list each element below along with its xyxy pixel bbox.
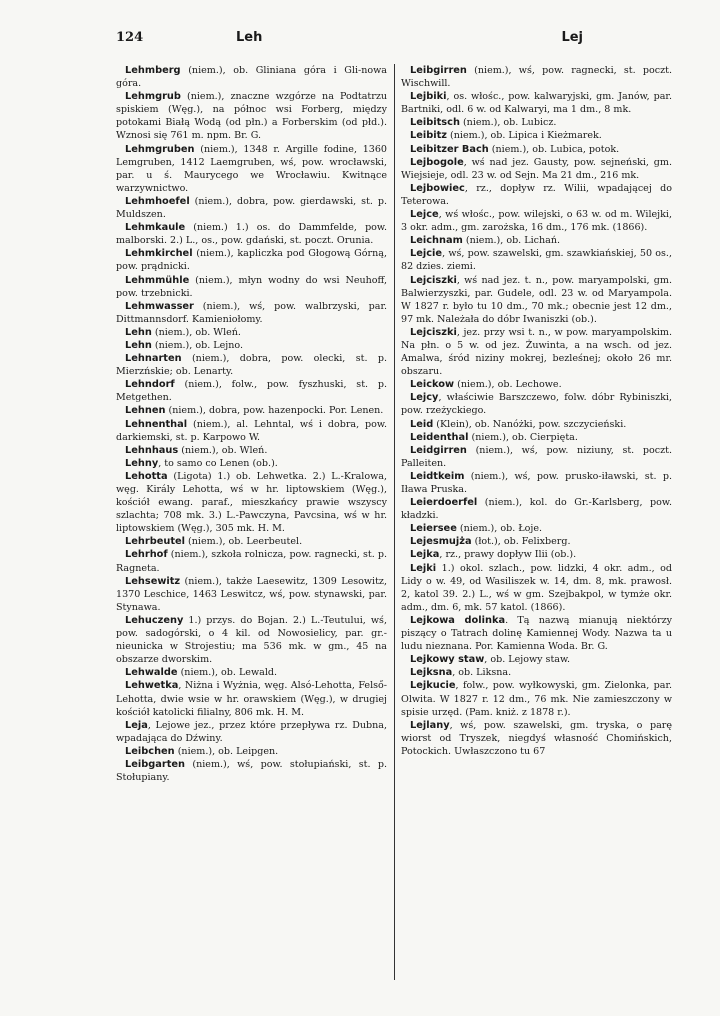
dictionary-entry [116, 300, 387, 326]
entry-text: (niem.), wś, pow. prusko-iławski, st. p. Iława Pruska. [401, 470, 672, 495]
dictionary-entry [116, 326, 387, 339]
entry-text: (niem.), al. Lehntal, wś i dobra, pow. darkiemski, st. p. Karpowo W. [116, 418, 387, 443]
entry-headword: Leidenthal [410, 431, 469, 443]
entry-headword: Lehrbeutel [125, 536, 186, 548]
entry-headword: Lejciszki [410, 274, 457, 286]
dictionary-entry [116, 352, 387, 378]
entry-headword: Leidgirren [410, 444, 467, 456]
dictionary-entry [116, 666, 387, 679]
entry-text: (niem.), ob. Wleń. [151, 326, 241, 338]
dictionary-entry [401, 719, 672, 758]
entry-text: (niem.), wś, pow. walbrzyski, par. Dittmannsdorf. Kamieniołomy. [116, 300, 387, 325]
dictionary-entry [116, 143, 387, 195]
entry-text: , folw., pow. wyłkowyski, gm. Zielonka, par. Olwita. W 1827 r. 12 dm., 76 mk. Nie zamieszczony w spisie urzęd. (Pam. kniż. z 1878 r.). [401, 680, 672, 718]
entry-text: , wś nad jez. t. n., pow. maryampolski, gm. Balwierzyszki, par. Gudele, odl. 23 w. od Maryampola. W 1827 r. było tu 10 dm., 70 mk.; obecnie jest 12 dm., 97 mk. Należała do dóbr Iwaniszki (ob.). [401, 274, 672, 325]
entry-headword: Lejciszki [410, 326, 457, 338]
entry-headword: Lehotta [125, 470, 168, 482]
entry-headword: Lehnhaus [125, 444, 179, 456]
entry-text: (niem.), ob. Leerbeutel. [185, 536, 303, 548]
entry-text: , właściwie Barszczewo, folw. dóbr Rybiniszki, pow. rzeżyckiego. [401, 392, 672, 417]
dictionary-entry [401, 666, 672, 679]
entry-text: , rz., prawy dopływ Ilii (ob.). [439, 549, 577, 561]
entry-text: (niem.), ob. Lubica, potok. [488, 143, 620, 155]
entry-headword: Leierdoerfel [410, 497, 478, 509]
entry-headword: Lehnen [125, 405, 166, 417]
entry-headword: Lehmwasser [125, 300, 194, 312]
dictionary-entry [401, 679, 672, 718]
dictionary-entry [401, 234, 672, 247]
dictionary-entry [116, 444, 387, 457]
dictionary-entry [401, 614, 672, 653]
dictionary-entry [116, 274, 387, 300]
entry-text: (niem.), szkoła rolnicza, pow. ragnecki, st. p. Ragneta. [116, 549, 387, 574]
entry-headword: Lehrhof [125, 549, 168, 561]
entry-headword: Lejcie [410, 248, 443, 260]
entry-text: (niem.), ob. Lechowe. [454, 379, 562, 391]
entry-headword: Lehmkaule [125, 222, 186, 234]
dictionary-entry [401, 535, 672, 548]
entry-headword: Lejcy [410, 392, 439, 404]
entry-text: (niem.), ob. Łoje. [456, 523, 543, 535]
entry-text: (niem.), ob. Lewald. [177, 667, 278, 679]
entry-headword: Lehmhoefel [125, 195, 190, 207]
entry-headword: Lehmberg [125, 65, 181, 76]
entry-text: , Niżna i Wyżnia, węg. Alsó-Lehotta, Felső-Lehotta, dwie wsie w hr. orawskiem (Węg.), w drugiej kościół katolicki filialny, 806 mk. H. M. [116, 680, 387, 718]
entry-text: (niem.), kapliczka pod Głogową Górną, pow. prądnicki. [116, 248, 387, 273]
dictionary-entry [116, 548, 387, 574]
entry-text: (niem.), ob. Wleń. [178, 444, 268, 456]
dictionary-entry [401, 143, 672, 156]
dictionary-entry [401, 653, 672, 666]
entry-headword: Lehwetka [125, 680, 179, 692]
text-columns [116, 64, 672, 980]
entry-headword: Leibitz [410, 130, 448, 142]
dictionary-entry [401, 470, 672, 496]
entry-headword: Leibitzer Bach [410, 143, 489, 155]
dictionary-entry [401, 90, 672, 116]
dictionary-entry [401, 274, 672, 326]
right-column [401, 64, 672, 980]
dictionary-entry [401, 562, 672, 614]
dictionary-entry [401, 548, 672, 561]
entry-headword: Lehuczeny [125, 614, 184, 626]
dictionary-entry [116, 535, 387, 548]
entry-headword: Lejksna [410, 667, 453, 679]
entry-text: (niem.), ob. Lipica i Kieżmarek. [447, 130, 602, 142]
dictionary-entry [401, 444, 672, 470]
entry-text: , ob. Liksna. [452, 667, 512, 679]
entry-text: (niem.) 1.) os. do Dammfelde, pow. malborski. 2.) L., os., pow. gdański, st. poczt. Orunia. [116, 222, 387, 247]
entry-headword: Lejbogole [410, 156, 464, 168]
dictionary-entry [401, 64, 672, 90]
entry-headword: Lejesmujża [410, 536, 472, 548]
entry-headword: Lejce [410, 209, 439, 221]
entry-headword: Lehndorf [125, 379, 175, 391]
entry-text: (niem.), wś, pow. niziuny, st. poczt. Palleiten. [401, 444, 672, 469]
entry-text: (niem.), ob. Cierpięta. [468, 431, 578, 443]
page-header [116, 30, 668, 52]
entry-text: 1.) przys. do Bojan. 2.) L.-Teutului, wś, pow. sadogórski, o 4 kil. od Nowosielicy, par. gr.-nieunicka w Strojestiu; ma 536 mk. w gm., 45 na obszarze dworskim. [116, 614, 387, 666]
entry-headword: Leibitsch [410, 117, 460, 129]
entry-text: , jez. przy wsi t. n., w pow. maryampolskim. Na płn. o 5 w. od jez. Żuwinta, a na wsch. od jez. Amalwa, śród niziny mokrej, bezleśnej; około 26 mr. obszaru. [401, 326, 672, 378]
entry-headword: Leiersee [410, 523, 457, 535]
dictionary-entry [116, 470, 387, 535]
dictionary-entry [401, 431, 672, 444]
entry-text: , to samo co Lenen (ob.). [158, 457, 278, 469]
entry-text: (Klein), ob. Nanóżki, pow. szczycieński. [433, 418, 627, 430]
entry-headword: Leibgarten [125, 758, 186, 770]
dictionary-entry [401, 391, 672, 417]
entry-headword: Lejkucie [410, 680, 456, 692]
dictionary-entry [116, 418, 387, 444]
entry-headword: Lehn [125, 326, 152, 338]
dictionary-entry [116, 221, 387, 247]
right-guide-word: Lej [561, 30, 583, 45]
entry-text: (niem.), wś, pow. stołupiański, st. p. Stołupiany. [116, 758, 387, 784]
entry-headword: Lehsewitz [125, 575, 181, 587]
entry-text: , wś, pow. szawelski, gm. tryska, o parę wiorst od Tryszek, niegdyś własność Chomińskich, Potockich. Uwłaszczono tu 67 [401, 719, 672, 757]
dictionary-entry [116, 679, 387, 718]
entry-text: , wś nad jez. Gausty, pow. sejneński, gm. Wiejsieje, odl. 23 w. od Sejn. Ma 21 dm., 216 mk. [401, 156, 672, 181]
dictionary-entry [116, 378, 387, 404]
dictionary-entry [401, 182, 672, 208]
entry-text: 1.) okol. szlach., pow. lidzki, 4 okr. adm., od Lidy o w. 49, od Wasiliszek w. 14, dm. 8, mk. prawosł. 2, katol 39. 2.) L., wś w gm. Szejbakpol, w tymże okr. adm., dm. 6, mk. 57 katol. (1866). [401, 562, 672, 613]
entry-text: (niem.), folw., pow. fyszhuski, st. p. Metgethen. [116, 379, 387, 404]
entry-headword: Leibgirren [410, 65, 467, 76]
entry-headword: Lejbiki [410, 91, 447, 103]
dictionary-entry [116, 719, 387, 745]
entry-text: (niem.), ob. Gliniana góra i Gli-nowa góra. [116, 65, 387, 90]
entry-headword: Lehny [125, 457, 159, 469]
entry-text: (niem.), 1348 r. Argille fodine, 1360 Lemgruben, 1412 Laemgruben, wś, pow. wrocławski, par. u ś. Maurycego we Wrocławiu. Kwitnące warzywnictwo. [116, 143, 387, 194]
entry-headword: Lejkowy staw [410, 654, 485, 666]
entry-headword: Lehmmühle [125, 274, 190, 286]
left-column [116, 64, 387, 980]
entry-headword: Leibchen [125, 745, 175, 757]
entry-text: (niem.), ob. Lichań. [462, 235, 561, 247]
dictionary-entry [401, 116, 672, 129]
entry-headword: Lehnenthal [125, 418, 188, 430]
entry-text: , ob. Lejowy staw. [484, 654, 571, 666]
entry-headword: Lejbowiec [410, 182, 465, 194]
entry-headword: Leja [125, 719, 148, 731]
entry-headword: Lehnarten [125, 353, 182, 365]
dictionary-entry [401, 418, 672, 431]
entry-text: (niem.), ob. Leipgen. [174, 745, 279, 757]
entry-headword: Leichnam [410, 235, 463, 247]
page-number: 124 [116, 30, 144, 45]
dictionary-entry [116, 745, 387, 758]
dictionary-entry [401, 129, 672, 142]
entry-text: (niem.), ob. Lejno. [151, 339, 243, 351]
entry-text: , os. włośc., pow. kalwaryjski, gm. Janów, par. Bartniki, odl. 6 w. od Kalwaryi, ma 1 dm., 8 mk. [401, 91, 672, 116]
entry-text: (niem.), ob. Lubicz. [459, 117, 557, 129]
entry-headword: Lehmgrub [125, 91, 181, 103]
entry-text: (niem.), także Laesewitz, 1309 Lesowitz, 1370 Leschice, 1463 Leswitcz, wś, pow. stynawski, par. Stynawa. [116, 575, 387, 613]
dictionary-entry [116, 457, 387, 470]
entry-text: (niem.), wś, pow. ragnecki, st. poczt. Wischwill. [401, 65, 672, 90]
entry-headword: Leidtkeim [410, 470, 465, 482]
entry-headword: Lejki [410, 562, 437, 574]
dictionary-entry [401, 326, 672, 378]
dictionary-entry [116, 614, 387, 666]
dictionary-entry [401, 496, 672, 522]
column-divider [394, 64, 395, 980]
left-guide-word: Leh [236, 30, 263, 45]
entry-headword: Lejka [410, 549, 440, 561]
dictionary-entry [116, 758, 387, 784]
dictionary-entry [116, 195, 387, 221]
entry-headword: Leickow [410, 379, 455, 391]
dictionary-entry [401, 522, 672, 535]
entry-text: (niem.), młyn wodny do wsi Neuhoff, pow. trzebnicki. [116, 274, 387, 299]
dictionary-entry [401, 156, 672, 182]
dictionary-entry [116, 404, 387, 417]
entry-headword: Lejlany [410, 719, 450, 731]
entry-text: (łot.), ob. Felixberg. [471, 536, 571, 548]
entry-headword: Lehwalde [125, 667, 178, 679]
entry-text: (niem.), znaczne wzgórze na Podtatrzu spiskiem (Węg.), na północ wsi Forberg, między potokami Białą Wodą (od płn.) a Forberskim (od płd.). Wznosi się 761 m. npm. Br. G. [116, 91, 387, 142]
dictionary-entry [116, 339, 387, 352]
entry-text: (Ligota) 1.) ob. Lehwetka. 2.) L.-Kralowa, węg. Király Lehotta, wś w hr. liptowskiem (Węg.), kościół ewang. paraf., mieszkańcy prawie wszyscy szlachta; 708 mk. 3.) L.-Pawczyna, Pavcsina, wś w hr. liptowskiem (Węg.), 305 mk. H. M. [116, 470, 387, 535]
entry-text: , Lejowe jez., przez które przepływa rz. Dubna, wpadająca do Dźwiny. [116, 719, 387, 744]
entry-headword: Lehn [125, 339, 152, 351]
dictionary-entry [401, 208, 672, 234]
dictionary-entry [401, 247, 672, 273]
entry-text: (niem.), dobra, pow. gierdawski, st. p. Muldszen. [116, 195, 387, 221]
dictionary-entry [401, 378, 672, 391]
entry-headword: Lehmkirchel [125, 248, 193, 260]
entry-text: , wś włośc., pow. wilejski, o 63 w. od m. Wilejki, 3 okr. adm., gm. zarożska, 16 dm., 176 mk. (1866). [401, 209, 672, 234]
dictionary-entry [116, 247, 387, 273]
entry-text: . Tą nazwą mianują niektórzy piszący o Tatrach dolinę Kamiennej Wody. Nazwa ta u ludu nieznana. Por. Kamienna Woda. Br. G. [401, 614, 672, 653]
entry-text: (niem.), dobra, pow. hazenpocki. Por. Lenen. [165, 405, 384, 417]
dictionary-entry [116, 575, 387, 614]
entry-text: (niem.), kol. do Gr.-Karlsberg, pow. kładzki. [401, 497, 672, 522]
entry-headword: Leid [410, 418, 434, 430]
entry-headword: Lejkowa dolinka [410, 614, 506, 626]
entry-text: (niem.), dobra, pow. olecki, st. p. Mierzńskie; ob. Lenarty. [116, 353, 387, 378]
entry-text: , rz., dopływ rz. Wilii, wpadającej do Teterowa. [401, 182, 672, 207]
entry-headword: Lehmgruben [125, 143, 195, 155]
entry-text: , wś, pow. szawelski, gm. szawkiańskiej, 50 os., 82 dzies. ziemi. [401, 248, 672, 273]
dictionary-entry [116, 64, 387, 90]
dictionary-entry [116, 90, 387, 142]
